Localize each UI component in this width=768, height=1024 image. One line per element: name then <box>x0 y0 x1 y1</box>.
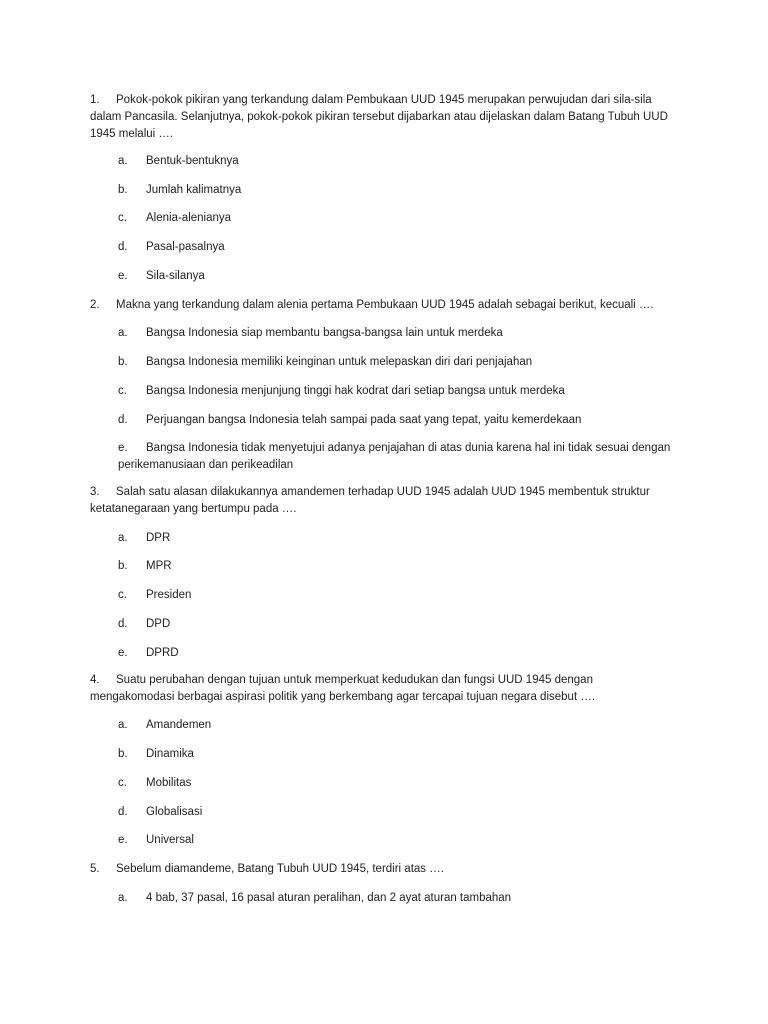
option-1b <box>118 182 678 199</box>
option-2b <box>118 354 678 371</box>
option-text: Bangsa Indonesia memiliki keinginan untuk melepaskan diri dari penjajahan <box>146 356 533 368</box>
option-letter: c. <box>118 589 127 601</box>
question-number: 5. <box>90 863 100 875</box>
option-letter: b. <box>118 184 128 196</box>
option-text: Bangsa Indonesia menjunjung tinggi hak kodrat dari setiap bangsa untuk merdeka <box>146 385 565 397</box>
option-3c <box>118 587 678 604</box>
option-letter: a. <box>118 532 128 544</box>
option-letter: d. <box>118 414 128 426</box>
option-4a <box>118 717 678 734</box>
option-letter: a. <box>118 155 128 167</box>
option-letter: c. <box>118 385 127 397</box>
question-text: Salah satu alasan dilakukannya amandemen terhadap UUD 1945 adalah UUD 1945 membentuk struktur ketatanegaraan yang bertumpu pada …. <box>90 486 650 515</box>
question-text: Makna yang terkandung dalam alenia pertama Pembukaan UUD 1945 adalah sebagai berikut, kecuali …. <box>116 299 654 311</box>
option-letter: e. <box>118 442 128 454</box>
option-letter: b. <box>118 560 128 572</box>
option-5a <box>118 890 678 907</box>
option-3a <box>118 530 678 547</box>
option-text: DPRD <box>146 647 179 659</box>
option-2c <box>118 383 678 400</box>
option-text: Bangsa Indonesia siap membantu bangsa-bangsa lain untuk merdeka <box>146 327 503 339</box>
option-letter: c. <box>118 212 127 224</box>
question-3 <box>90 484 680 518</box>
option-1a <box>118 153 678 170</box>
question-text: Sebelum diamandeme, Batang Tubuh UUD 1945, terdiri atas …. <box>116 863 444 875</box>
option-letter: a. <box>118 327 128 339</box>
option-letter: e. <box>118 270 128 282</box>
option-text: 4 bab, 37 pasal, 16 pasal aturan peralihan, dan 2 ayat aturan tambahan <box>146 892 512 904</box>
option-text: Alenia-alenianya <box>146 212 232 224</box>
option-text: Mobilitas <box>146 777 192 789</box>
option-text: Perjuangan bangsa Indonesia telah sampai pada saat yang tepat, yaitu kemerdekaan <box>146 414 582 426</box>
option-letter: d. <box>118 806 128 818</box>
question-5 <box>90 861 680 878</box>
option-3e <box>118 645 678 662</box>
option-3b <box>118 558 678 575</box>
option-letter: e. <box>118 647 128 659</box>
option-letter: c. <box>118 777 127 789</box>
option-2e <box>118 440 678 474</box>
option-4b <box>118 746 678 763</box>
option-text: Bentuk-bentuknya <box>146 155 239 167</box>
question-number: 2. <box>90 299 100 311</box>
option-2d <box>118 412 678 429</box>
question-number: 4. <box>90 674 100 686</box>
option-text: Sila-silanya <box>146 270 205 282</box>
option-text: Pasal-pasalnya <box>146 241 225 253</box>
option-text: MPR <box>146 560 172 572</box>
option-1e <box>118 268 678 285</box>
option-letter: d. <box>118 241 128 253</box>
option-letter: a. <box>118 892 128 904</box>
option-4c <box>118 775 678 792</box>
option-letter: a. <box>118 719 128 731</box>
option-4d <box>118 804 678 821</box>
question-number: 1. <box>90 94 100 106</box>
question-number: 3. <box>90 486 100 498</box>
option-4e <box>118 832 678 849</box>
option-text: Dinamika <box>146 748 194 760</box>
option-letter: b. <box>118 748 128 760</box>
option-text: Jumlah kalimatnya <box>146 184 242 196</box>
option-3d <box>118 616 678 633</box>
option-1d <box>118 239 678 256</box>
question-text: Suatu perubahan dengan tujuan untuk memperkuat kedudukan dan fungsi UUD 1945 dengan mengakomodasi berbagai aspirasi politik yang berkembang agar tercapai tujuan negara disebut …. <box>90 674 596 703</box>
question-4 <box>90 672 680 706</box>
option-text: Bangsa Indonesia tidak menyetujui adanya penjajahan di atas dunia karena hal ini tidak sesuai dengan perikemanusiaan dan perikeadilan <box>118 442 671 471</box>
option-text: Globalisasi <box>146 806 203 818</box>
option-text: Universal <box>146 834 194 846</box>
option-1c <box>118 210 678 227</box>
option-text: DPD <box>146 618 171 630</box>
question-2 <box>90 297 680 314</box>
option-2a <box>118 325 678 342</box>
option-letter: e. <box>118 834 128 846</box>
option-text: Presiden <box>146 589 192 601</box>
option-text: Amandemen <box>146 719 212 731</box>
option-text: DPR <box>146 532 171 544</box>
question-text: Pokok-pokok pikiran yang terkandung dalam Pembukaan UUD 1945 merupakan perwujudan dari sila-sila dalam Pancasila. Selanjutnya, pokok-pokok pikiran tersebut dijabarkan atau dijelaskan dalam Batang Tubuh UUD 1945 melalui …. <box>90 94 668 140</box>
option-letter: b. <box>118 356 128 368</box>
option-letter: d. <box>118 618 128 630</box>
question-1 <box>90 92 680 143</box>
